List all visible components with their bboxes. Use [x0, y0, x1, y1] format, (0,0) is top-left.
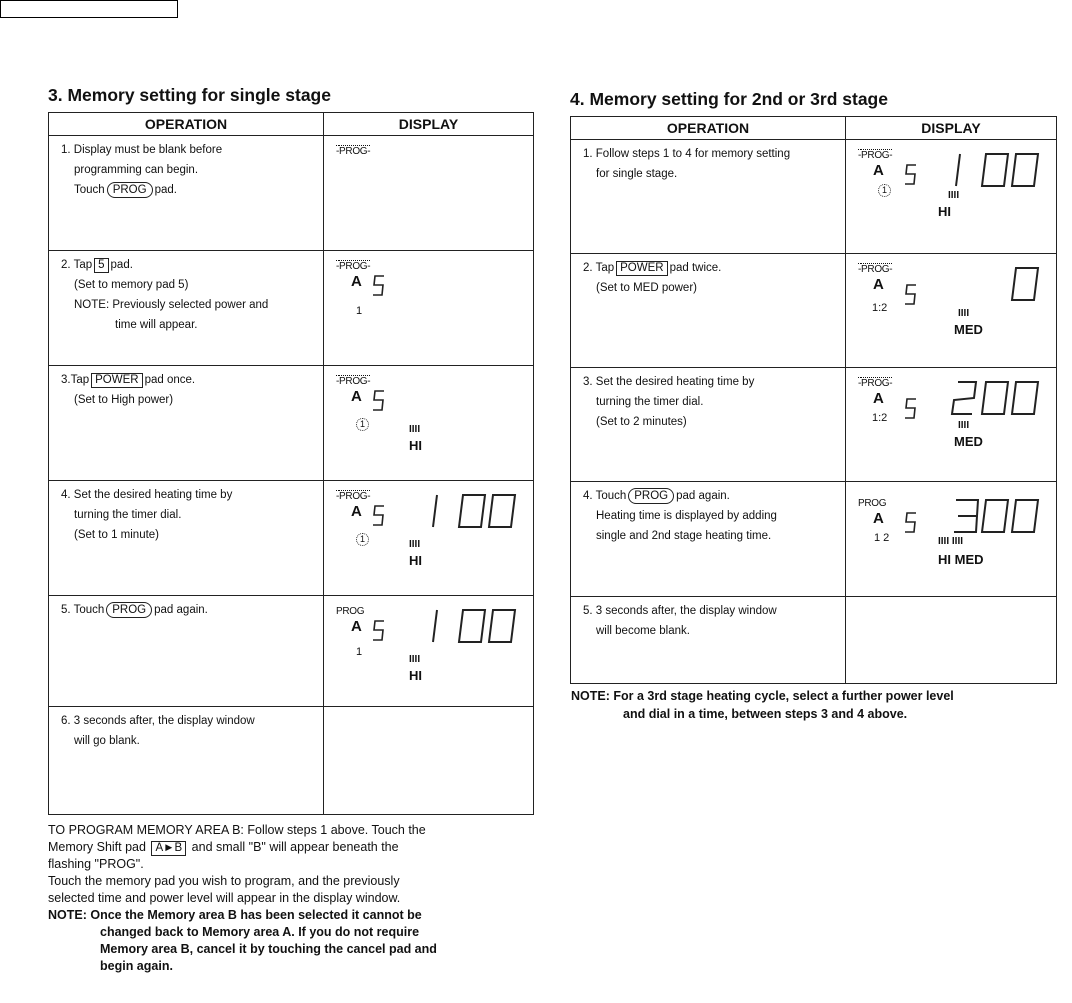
section-title: 4. Memory setting for 2nd or 3rd stage — [570, 89, 888, 109]
step-text: 3. Set the desired heating time by — [583, 376, 755, 388]
power-pad-key: POWER — [616, 261, 667, 276]
column-header-display: DISPLAY — [324, 113, 534, 136]
power-bars: IIII IIII — [938, 536, 964, 547]
display-cell — [846, 368, 1057, 482]
display-cell — [324, 136, 534, 251]
step-text — [61, 600, 315, 620]
memory-area-label: A — [873, 390, 884, 407]
power-level: MED — [954, 322, 983, 337]
memory-area-label: A — [351, 503, 362, 520]
pad-5-key: 5 — [94, 258, 108, 273]
step-text: time will appear. — [115, 319, 198, 331]
step-text: (Set to 2 minutes) — [596, 416, 687, 428]
lcd-display — [324, 251, 533, 365]
memory-area-label: A — [873, 510, 884, 527]
time-digits — [950, 266, 1040, 302]
step-text: pad. — [154, 184, 177, 196]
lcd-display — [846, 254, 1056, 367]
table-row — [571, 140, 1057, 254]
column-header-operation: OPERATION — [49, 113, 324, 136]
step-text: 5. Touch — [61, 604, 105, 616]
header-frame — [0, 0, 178, 18]
footnote-text: Touch the memory pad you wish to program, and the previously — [48, 874, 400, 888]
step-text: 1. Follow steps 1 to 4 for memory setting — [583, 148, 791, 160]
step-text: pad. — [110, 259, 133, 271]
prog-indicator: PROG — [858, 498, 887, 509]
lcd-display — [324, 366, 533, 480]
steps-table — [570, 116, 1057, 684]
stage-number: 1 — [356, 533, 369, 546]
table-row — [49, 251, 534, 366]
pad-digit — [372, 275, 386, 297]
pad-digit — [372, 505, 386, 527]
prog-indicator: - PROG - — [336, 491, 370, 502]
pad-digit — [904, 398, 918, 420]
pad-digit — [372, 620, 386, 642]
stage-number — [356, 418, 369, 431]
power-level: HI — [409, 668, 422, 683]
note-text: NOTE: Once the Memory area B has been selected it cannot be — [48, 908, 422, 922]
lcd-display — [846, 140, 1056, 253]
step-text: pad again. — [676, 490, 730, 502]
step-text: programming can begin. — [74, 164, 199, 176]
stage-number: 1:2 — [872, 302, 888, 314]
footnote-text: TO PROGRAM MEMORY AREA B: Follow steps 1 above. Touch the — [48, 823, 426, 837]
table-row — [49, 481, 534, 596]
footnote-text: and small "B" will appear beneath the — [191, 840, 399, 854]
display-cell — [846, 140, 1057, 254]
operation-cell — [49, 366, 324, 481]
stage-number — [878, 184, 891, 197]
step-text: 2. Tap — [583, 262, 615, 274]
power-bars: IIII — [958, 420, 970, 431]
operation-cell — [571, 140, 846, 254]
third-stage-note — [571, 687, 1057, 723]
step-text: (Set to High power) — [74, 394, 174, 406]
power-pad-key: POWER — [91, 373, 142, 388]
display-cell — [324, 366, 534, 481]
operation-cell — [571, 597, 846, 684]
power-level: HI MED — [938, 552, 984, 567]
stage-number: 1 — [878, 184, 891, 197]
note-text: NOTE: For a 3rd stage heating cycle, select a further power level — [571, 689, 954, 703]
stage-number: 1 — [356, 646, 363, 658]
operation-cell — [49, 707, 324, 815]
step-text — [583, 258, 837, 278]
operation-cell — [571, 368, 846, 482]
table-row — [49, 707, 534, 815]
time-digits — [427, 493, 517, 529]
step-text: for single stage. — [596, 168, 678, 180]
display-cell — [324, 596, 534, 707]
step-text — [583, 486, 837, 506]
power-bars: IIII — [409, 424, 421, 435]
prog-indicator: PROG — [336, 606, 365, 617]
lcd-display — [324, 596, 533, 706]
step-text: turning the timer dial. — [596, 396, 704, 408]
power-level: HI — [409, 553, 422, 568]
power-bars: IIII — [409, 654, 421, 665]
table-row — [49, 596, 534, 707]
display-cell — [846, 597, 1057, 684]
memory-area-label: A — [873, 276, 884, 293]
display-cell — [324, 707, 534, 815]
section-single-stage — [48, 82, 534, 815]
time-digits — [950, 152, 1040, 188]
stage-number — [356, 533, 369, 546]
memory-area-label: A — [873, 162, 884, 179]
lcd-display — [324, 136, 533, 250]
step-text: (Set to memory pad 5) — [74, 279, 189, 291]
prog-indicator: - PROG - — [858, 378, 892, 389]
column-header-operation: OPERATION — [571, 117, 846, 140]
table-row — [49, 136, 534, 251]
table-row — [49, 366, 534, 481]
step-text — [61, 180, 315, 200]
table-row — [571, 597, 1057, 684]
note-text: begin again. — [100, 959, 173, 973]
lcd-display — [846, 482, 1056, 596]
memory-area-b-footnote — [48, 822, 538, 975]
steps-table — [48, 112, 534, 815]
lcd-display — [846, 368, 1056, 481]
pad-digit — [372, 390, 386, 412]
operation-cell — [571, 254, 846, 368]
footnote-text: flashing "PROG". — [48, 857, 144, 871]
power-bars: IIII — [958, 308, 970, 319]
step-text — [61, 255, 315, 275]
prog-pad-key: PROG — [107, 182, 153, 198]
stage-number: 1:2 — [872, 412, 888, 424]
note-text: Memory area B, cancel it by touching the cancel pad and — [100, 942, 437, 956]
stage-number: 1 — [356, 418, 369, 431]
table-row — [571, 254, 1057, 368]
operation-cell — [49, 481, 324, 596]
display-cell — [846, 482, 1057, 597]
memory-area-label: A — [351, 273, 362, 290]
display-cell — [324, 481, 534, 596]
operation-cell — [49, 596, 324, 707]
step-text: (Set to MED power) — [596, 282, 697, 294]
table-row — [571, 368, 1057, 482]
step-text: 4. Set the desired heating time by — [61, 489, 233, 501]
memory-area-label: A — [351, 388, 362, 405]
step-text: pad twice. — [669, 262, 722, 274]
step-text: 3.Tap — [61, 374, 90, 386]
step-text: (Set to 1 minute) — [74, 529, 160, 541]
step-text: will become blank. — [596, 625, 690, 637]
power-level: MED — [954, 434, 983, 449]
section-title: 3. Memory setting for single stage — [48, 85, 331, 105]
stage-number: 1 — [356, 305, 363, 317]
prog-indicator: - PROG - — [858, 264, 892, 275]
step-text: NOTE: Previously selected power and — [74, 299, 269, 311]
note-text: and dial in a time, between steps 3 and 4 above. — [623, 707, 908, 721]
step-text: 6. 3 seconds after, the display window — [61, 715, 255, 727]
time-digits — [950, 498, 1040, 534]
memory-shift-pad-key: A►B — [151, 841, 186, 856]
footnote-text: Memory Shift pad — [48, 840, 146, 854]
step-text: single and 2nd stage heating time. — [596, 530, 772, 542]
power-level: HI — [938, 204, 951, 219]
operation-cell — [49, 136, 324, 251]
display-cell — [846, 254, 1057, 368]
prog-indicator: - PROG - — [858, 150, 892, 161]
step-text — [61, 370, 315, 390]
step-text: Touch — [74, 184, 105, 196]
prog-pad-key: PROG — [628, 488, 674, 504]
display-cell — [324, 251, 534, 366]
step-text: 1. Display must be blank before — [61, 144, 223, 156]
memory-area-label: A — [351, 618, 362, 635]
stage-number: 1 2 — [874, 532, 890, 544]
step-text: pad again. — [154, 604, 208, 616]
lcd-display — [324, 481, 533, 595]
prog-pad-key: PROG — [106, 602, 152, 618]
power-bars: IIII — [409, 539, 421, 550]
step-text: Heating time is displayed by adding — [596, 510, 777, 522]
time-digits — [950, 380, 1040, 416]
prog-indicator: - PROG - — [336, 261, 370, 272]
note-text: changed back to Memory area A. If you do not require — [100, 925, 420, 939]
step-text: pad once. — [144, 374, 196, 386]
footnote-text — [48, 839, 538, 856]
step-text: 2. Tap — [61, 259, 93, 271]
step-text: turning the timer dial. — [74, 509, 182, 521]
time-digits — [427, 608, 517, 644]
pad-digit — [904, 512, 918, 534]
step-text: will go blank. — [74, 735, 140, 747]
pad-digit — [904, 284, 918, 306]
section-multi-stage — [570, 86, 1057, 684]
power-level: HI — [409, 438, 422, 453]
pad-digit — [904, 164, 918, 186]
power-bars: IIII — [948, 190, 960, 201]
prog-indicator: - PROG - — [336, 146, 370, 157]
table-row — [571, 482, 1057, 597]
footnote-text: selected time and power level will appear in the display window. — [48, 891, 401, 905]
step-text: 4. Touch — [583, 490, 627, 502]
operation-cell — [49, 251, 324, 366]
column-header-display: DISPLAY — [846, 117, 1057, 140]
operation-cell — [571, 482, 846, 597]
prog-indicator: - PROG - — [336, 376, 370, 387]
step-text: 5. 3 seconds after, the display window — [583, 605, 777, 617]
